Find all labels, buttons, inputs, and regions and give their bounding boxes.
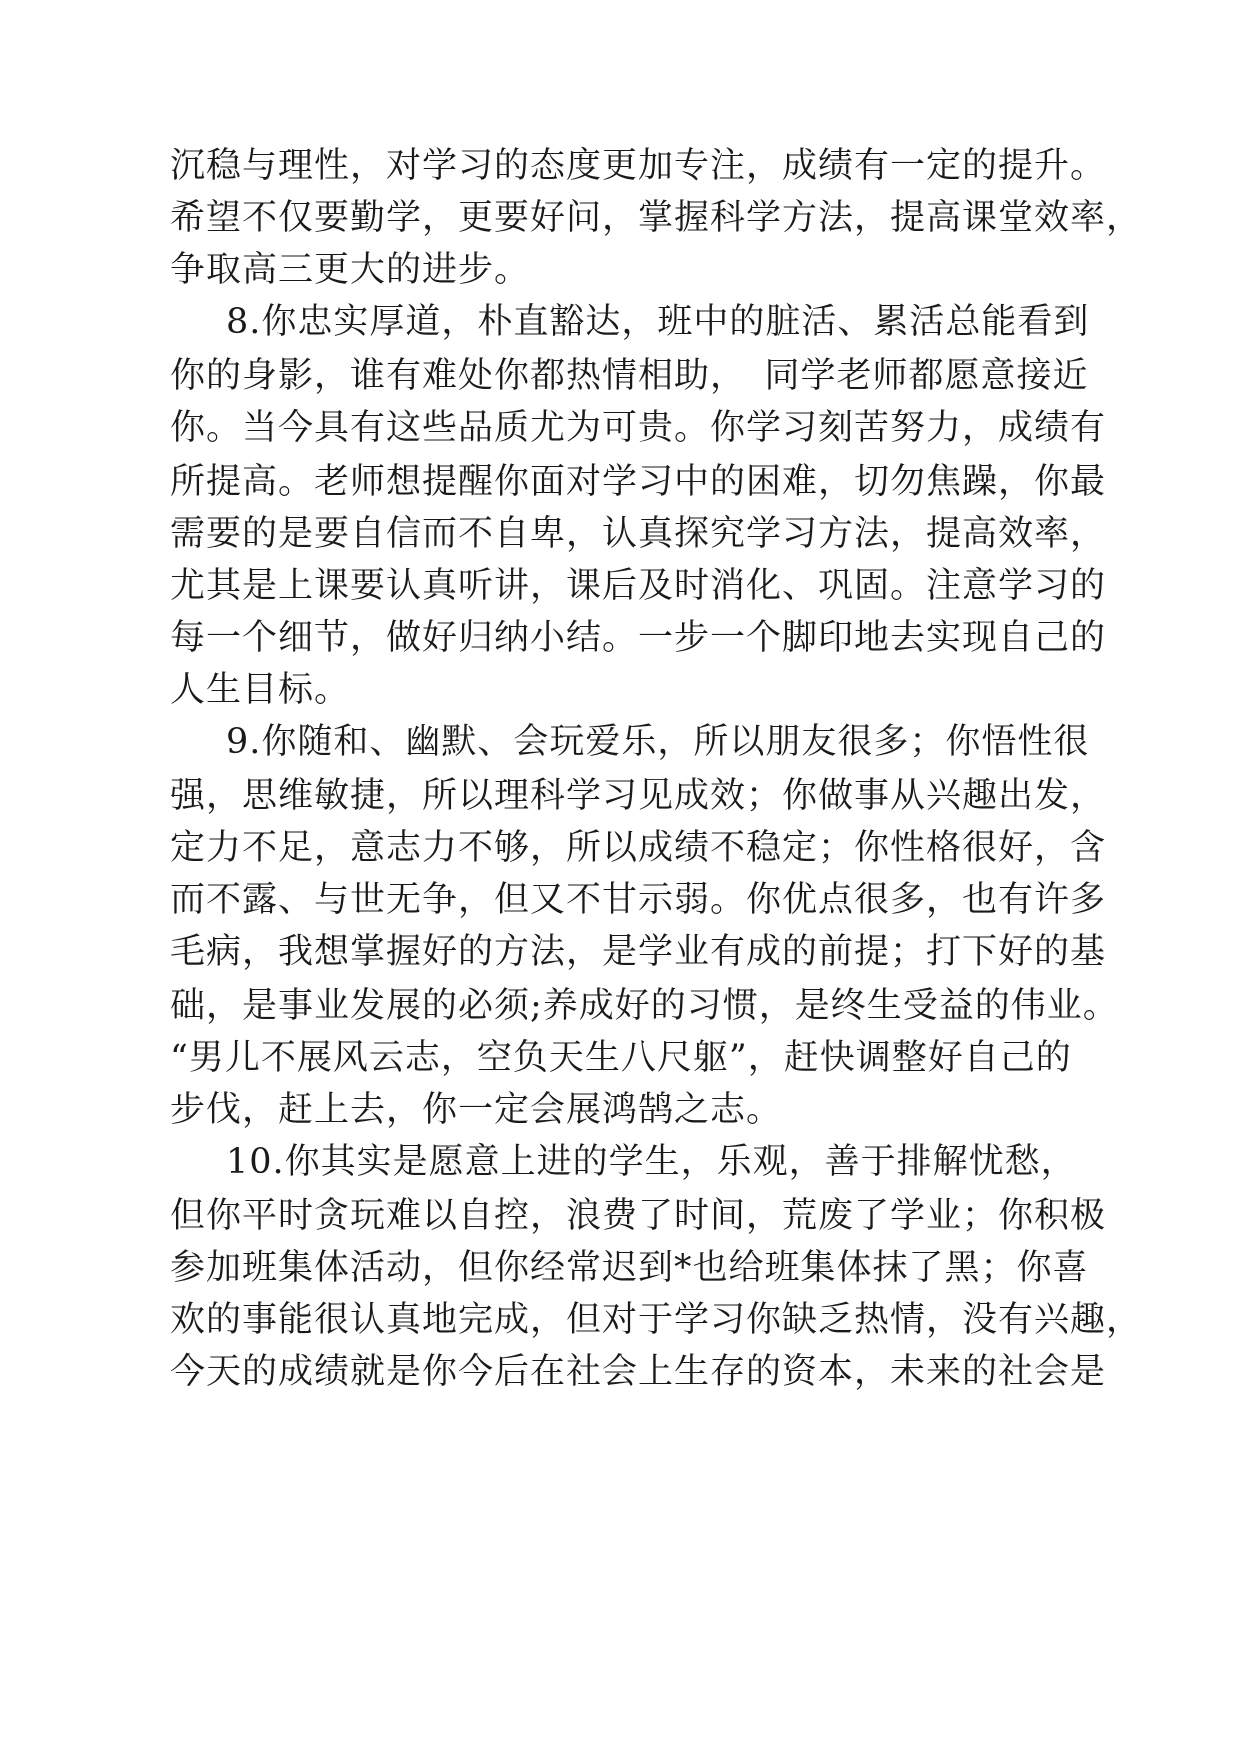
text-line: 但你平时贪玩难以自控，浪费了时间，荒废了学业；你积极 <box>170 1196 1107 1236</box>
text-line: 毛病，我想掌握好的方法，是学业有成的前提；打下好的基 <box>170 932 1107 972</box>
text-line: 人生目标。 <box>170 670 351 710</box>
text-line: 础，是事业发展的必须;养成好的习惯，是终生受益的伟业。 <box>170 986 1119 1026</box>
text-line: “男儿不展风云志，空负天生八尺躯”，赶快调整好自己的 <box>170 1038 1072 1078</box>
text-line: 步伐，赶上去，你一定会展鸿鹄之志。 <box>170 1090 783 1130</box>
text-line: 你。当今具有这些品质尤为可贵。你学习刻苦努力，成绩有 <box>170 408 1107 448</box>
text-line: 欢的事能很认真地完成，但对于学习你缺乏热情，没有兴趣， <box>170 1300 1143 1340</box>
text-line: 每一个细节，做好归纳小结。一步一个脚印地去实现自己的 <box>170 618 1107 658</box>
text-line: 9.你随和、幽默、会玩爱乐，所以朋友很多；你悟性很 <box>226 722 1090 762</box>
text-line: 所提高。老师想提醒你面对学习中的困难，切勿焦躁，你最 <box>170 462 1107 502</box>
text-line: 而不露、与世无争，但又不甘示弱。你优点很多，也有许多 <box>170 880 1107 920</box>
text-line: 沉稳与理性，对学习的态度更加专注，成绩有一定的提升。 <box>170 146 1107 186</box>
text-line: 尤其是上课要认真听讲，课后及时消化、巩固。注意学习的 <box>170 566 1107 606</box>
text-line: 定力不足，意志力不够，所以成绩不稳定；你性格很好，含 <box>170 828 1107 868</box>
text-line: 希望不仅要勤学，更要好问，掌握科学方法，提高课堂效率， <box>170 198 1143 238</box>
text-line: 你的身影，谁有难处你都热情相助， 同学老师都愿意接近 <box>170 356 1089 396</box>
text-line: 参加班集体活动，但你经常迟到*也给班集体抹了黑；你喜 <box>170 1248 1089 1288</box>
text-line: 需要的是要自信而不自卑，认真探究学习方法，提高效率， <box>170 514 1107 554</box>
text-line: 今天的成绩就是你今后在社会上生存的资本，未来的社会是 <box>170 1352 1107 1392</box>
text-line: 8.你忠实厚道，朴直豁达，班中的脏活、累活总能看到 <box>226 302 1090 342</box>
text-line: 10.你其实是愿意上进的学生，乐观，善于排解忧愁， <box>226 1142 1077 1182</box>
text-line: 争取高三更大的进步。 <box>170 250 531 290</box>
text-line: 强，思维敏捷，所以理科学习见成效；你做事从兴趣出发， <box>170 776 1107 816</box>
